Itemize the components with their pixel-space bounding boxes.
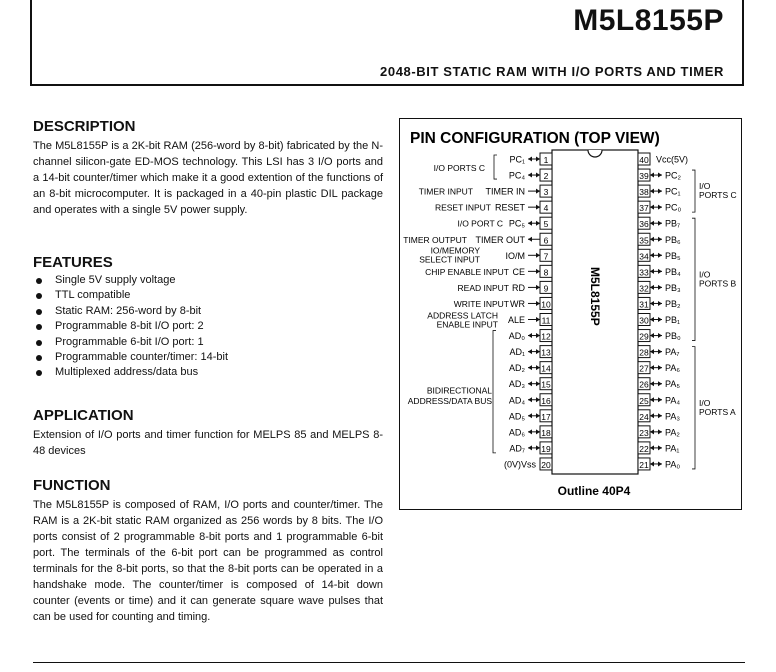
arrow-head xyxy=(650,221,654,226)
pin-signal: PC₀ xyxy=(665,202,682,213)
arrow-head xyxy=(536,285,540,290)
arrow-head xyxy=(536,173,540,178)
arrow-head xyxy=(650,461,654,466)
group-bracket xyxy=(493,331,496,453)
pin-number: 19 xyxy=(541,443,551,454)
arrow-head xyxy=(536,381,540,386)
arrow-head xyxy=(650,445,654,450)
arrow-head xyxy=(658,189,662,194)
pin-signal: PA₃ xyxy=(665,411,681,422)
arrow-head xyxy=(658,445,662,450)
arrow-head xyxy=(650,285,654,290)
description-text: The M5L8155P is a 2K-bit RAM (256-word by 8-bit) fabricated by the N-channel silicon-gate ED-MOS technology. This LSI has 3 I/O ports and a 14-bit counter/timer which make it a good extention of the functions of an 8-bit microcomputer. It is packaged in a 40-pin plastic DIL package and operates with a single 5V power supply. xyxy=(33,140,383,216)
feature-item: Programmable 8-bit I/O port: 2 xyxy=(33,319,383,334)
pin-number: 9 xyxy=(543,283,549,294)
pin-number: 6 xyxy=(543,235,549,246)
pin-signal: PA₅ xyxy=(665,379,680,390)
arrow-head xyxy=(658,413,662,418)
pin-description: IO/MEMORY xyxy=(430,245,480,256)
port-group-label xyxy=(699,181,737,200)
pin-number: 13 xyxy=(541,347,551,358)
pin-number: 18 xyxy=(541,427,551,438)
pin-number: 11 xyxy=(541,315,551,326)
arrow-head xyxy=(536,445,540,450)
pin-number: 29 xyxy=(639,331,649,342)
arrow-head xyxy=(528,333,532,338)
arrow-head xyxy=(658,253,662,258)
arrow-head xyxy=(528,221,532,226)
pin-number: 28 xyxy=(639,347,649,358)
pin-number: 7 xyxy=(543,251,549,262)
arrow-head xyxy=(536,189,540,194)
pin-number: 16 xyxy=(541,395,551,406)
pin-number: 35 xyxy=(639,235,649,246)
pin-signal: IO/M xyxy=(505,250,525,261)
port-group-label-line1: I/O xyxy=(699,397,711,408)
arrow-head xyxy=(536,365,540,370)
pin-number: 2 xyxy=(543,171,549,182)
pin-signal: Vcc(5V) xyxy=(656,154,689,165)
group-bracket xyxy=(494,155,497,179)
pin-signal: AD₁ xyxy=(509,347,525,358)
pin-signal: AD₅ xyxy=(508,411,525,422)
arrow-head xyxy=(658,397,662,402)
pin-diagram xyxy=(400,119,740,509)
pin-signal: WR xyxy=(510,298,525,309)
pin-description: ADDRESS LATCH xyxy=(427,310,498,321)
pin-number: 23 xyxy=(639,427,649,438)
pin-configuration-box xyxy=(399,118,742,510)
pin-description: ADDRESS/DATA BUS xyxy=(407,395,492,406)
pin-number: 39 xyxy=(639,171,649,182)
pin-number: 33 xyxy=(639,267,649,278)
pin-description: BIDIRECTIONAL xyxy=(426,385,492,396)
arrow-head xyxy=(650,301,654,306)
arrow-head xyxy=(658,381,662,386)
arrow-head xyxy=(536,429,540,434)
pin-signal: PB₂ xyxy=(665,298,681,309)
pin-description: CHIP ENABLE INPUT xyxy=(425,266,509,277)
pin-signal: AD₂ xyxy=(509,363,525,374)
pin-signal: PC₅ xyxy=(508,218,525,229)
pin-signal: PC₂ xyxy=(665,170,681,181)
arrow-head xyxy=(536,413,540,418)
port-group-label xyxy=(699,269,736,288)
pin-number: 1 xyxy=(543,155,549,165)
port-group-label xyxy=(699,398,736,417)
arrow-head xyxy=(528,237,532,242)
features-heading: FEATURES xyxy=(33,254,113,271)
pin-signal: PC₁ xyxy=(665,186,681,197)
description-heading: DESCRIPTION xyxy=(33,118,136,135)
arrow-head xyxy=(536,397,540,402)
pin-signal: AD₇ xyxy=(509,443,525,454)
pin-signal: PB₃ xyxy=(665,282,681,293)
pin-description: RESET INPUT xyxy=(434,202,491,213)
feature-item: Programmable 6-bit I/O port: 1 xyxy=(33,335,383,350)
arrow-head xyxy=(528,349,532,354)
features-list xyxy=(33,273,383,381)
pin-number: 22 xyxy=(639,443,649,454)
features-section xyxy=(33,254,383,381)
pin-description: I/O PORT C xyxy=(457,218,503,229)
pin-signal: PA₁ xyxy=(665,443,680,454)
application-section xyxy=(33,407,383,459)
arrow-head xyxy=(536,301,540,306)
port-group-label-line1: I/O xyxy=(699,181,711,192)
arrow-head xyxy=(658,333,662,338)
pin-description: TIMER INPUT xyxy=(418,186,473,197)
pin-signal: PA₇ xyxy=(665,347,680,358)
chip-label: M5L8155P xyxy=(588,267,602,326)
pin-signal: TIMER IN xyxy=(485,186,525,197)
pin-number: 14 xyxy=(541,363,551,374)
arrow-head xyxy=(528,429,532,434)
application-heading: APPLICATION xyxy=(33,407,134,424)
outline-label: Outline 40P4 xyxy=(557,484,631,498)
arrow-head xyxy=(528,397,532,402)
arrow-head xyxy=(658,301,662,306)
arrow-head xyxy=(536,253,540,258)
pin-number: 17 xyxy=(541,411,551,422)
pin-signal: PB₁ xyxy=(665,315,681,325)
feature-item: Single 5V supply voltage xyxy=(33,273,383,288)
arrow-head xyxy=(658,317,662,322)
pin-number: 5 xyxy=(543,219,549,230)
pin-signal: PA₂ xyxy=(665,427,680,438)
arrow-head xyxy=(650,365,654,370)
pin-description: WRITE INPUT xyxy=(453,298,509,309)
arrow-head xyxy=(650,349,654,354)
arrow-head xyxy=(528,413,532,418)
pin-signal: PA₄ xyxy=(665,395,681,406)
pin-number: 25 xyxy=(639,395,649,406)
pin-number: 15 xyxy=(541,379,551,390)
pin-signal: PB₆ xyxy=(665,234,681,245)
pin-number: 24 xyxy=(639,411,649,422)
port-group-label-line1: I/O xyxy=(699,269,711,280)
arrow-head xyxy=(650,381,654,386)
arrow-head xyxy=(658,365,662,370)
pin-number: 36 xyxy=(639,219,649,230)
pin-signal: PC₁ xyxy=(509,154,525,165)
arrow-head xyxy=(536,221,540,226)
arrow-head xyxy=(650,317,654,322)
arrow-head xyxy=(650,333,654,338)
pin-signal: TIMER OUT xyxy=(475,234,525,245)
arrow-head xyxy=(536,349,540,354)
feature-item: Programmable counter/timer: 14-bit xyxy=(33,350,383,365)
port-group-label-line2: PORTS B xyxy=(699,278,737,289)
group-bracket xyxy=(692,347,695,469)
arrow-head xyxy=(536,205,540,210)
arrow-head xyxy=(528,173,532,178)
header-subtitle: 2048-BIT STATIC RAM WITH I/O PORTS AND TIMER xyxy=(380,64,724,79)
group-bracket xyxy=(692,170,695,212)
arrow-head xyxy=(536,317,540,322)
feature-item: TTL compatible xyxy=(33,288,383,303)
pin-number: 34 xyxy=(639,251,649,262)
arrow-head xyxy=(536,269,540,274)
arrow-head xyxy=(528,157,532,162)
arrow-head xyxy=(658,429,662,434)
part-number: M5L8155P xyxy=(573,4,724,37)
pin-signal: AD₆ xyxy=(508,427,525,438)
pin-signal: AD₃ xyxy=(508,379,525,390)
arrow-head xyxy=(650,205,654,210)
pin-number: 40 xyxy=(639,155,649,165)
pin-signal: PB₅ xyxy=(665,250,681,261)
pin-signal: AD₀ xyxy=(508,331,525,342)
arrow-head xyxy=(528,445,532,450)
header-frame xyxy=(30,0,744,86)
arrow-head xyxy=(650,397,654,402)
function-section xyxy=(33,477,383,625)
description-section xyxy=(33,118,383,218)
pin-number: 4 xyxy=(543,203,549,214)
pin-number: 30 xyxy=(639,315,649,326)
arrow-head xyxy=(528,365,532,370)
arrow-head xyxy=(658,285,662,290)
pin-config-title: PIN CONFIGURATION (TOP VIEW) xyxy=(410,130,660,147)
pin-signal: PB₄ xyxy=(665,266,681,277)
chip-notch xyxy=(588,150,602,157)
pin-description: SELECT INPUT xyxy=(419,254,480,265)
pin-number: 32 xyxy=(639,283,649,294)
pin-number: 26 xyxy=(639,379,649,390)
pin-signal: PA₀ xyxy=(665,459,681,470)
feature-item: Static RAM: 256-word by 8-bit xyxy=(33,304,383,319)
arrow-head xyxy=(650,237,654,242)
pin-number: 21 xyxy=(639,459,649,470)
pin-signal: CE xyxy=(512,266,525,277)
arrow-head xyxy=(658,205,662,210)
pin-number: 8 xyxy=(543,267,549,278)
pin-description: TIMER OUTPUT xyxy=(403,234,467,245)
arrow-head xyxy=(536,333,540,338)
pin-number: 20 xyxy=(541,459,551,470)
arrow-head xyxy=(658,349,662,354)
pin-signal: (0V)Vss xyxy=(503,459,536,470)
pin-description: I/O PORTS C xyxy=(433,163,485,173)
pin-description: READ INPUT xyxy=(457,282,509,293)
arrow-head xyxy=(650,253,654,258)
function-text: The M5L8155P is composed of RAM, I/O ports and counter/timer. The RAM is a 2K-bit static RAM organized as 256 words by 8 bits. The I/O ports consist of 2 programmable 8-bit ports and 1 programmable 6-bit port. The terminals of the 6-bit port can be programmed as control terminals for the 8-bit ports, so that the 8-bit ports can be operated in a handshake mode. The counter/timer is composed of 14-bit down counter (events or time) and it can generate square wave pulses that can be used for counting and timing. xyxy=(33,499,383,623)
pin-signal: AD₄ xyxy=(508,395,525,406)
arrow-head xyxy=(658,269,662,274)
pin-signal: ALE xyxy=(507,315,525,325)
arrow-head xyxy=(658,461,662,466)
arrow-head xyxy=(528,381,532,386)
pin-number: 10 xyxy=(541,299,551,310)
port-group-label-line2: PORTS C xyxy=(699,190,737,201)
arrow-head xyxy=(650,269,654,274)
pin-number: 12 xyxy=(541,331,551,342)
pin-signal: PB₀ xyxy=(665,331,681,342)
pin-number: 37 xyxy=(639,203,649,214)
arrow-head xyxy=(650,189,654,194)
arrow-head xyxy=(658,173,662,178)
arrow-head xyxy=(650,429,654,434)
pin-signal: PA₆ xyxy=(665,363,680,374)
pin-signal: RD xyxy=(512,282,525,293)
arrow-head xyxy=(650,173,654,178)
group-bracket xyxy=(692,218,695,340)
application-text: Extension of I/O ports and timer function for MELPS 85 and MELPS 8-48 devices xyxy=(33,429,383,457)
arrow-head xyxy=(536,157,540,162)
pin-description: ENABLE INPUT xyxy=(436,319,498,330)
feature-item: Multiplexed address/data bus xyxy=(33,365,383,380)
pin-signal: PB₇ xyxy=(665,218,681,229)
pin-signal: RESET xyxy=(494,202,525,213)
arrow-head xyxy=(658,221,662,226)
pin-signal: PC₄ xyxy=(508,170,525,181)
pin-number: 38 xyxy=(639,187,649,198)
function-heading: FUNCTION xyxy=(33,477,111,494)
pin-number: 31 xyxy=(639,299,649,310)
pin-number: 27 xyxy=(639,363,649,374)
arrow-head xyxy=(650,413,654,418)
pin-number: 3 xyxy=(543,187,549,198)
port-group-label-line2: PORTS A xyxy=(699,406,736,417)
bottom-rule xyxy=(33,662,745,663)
arrow-head xyxy=(658,237,662,242)
